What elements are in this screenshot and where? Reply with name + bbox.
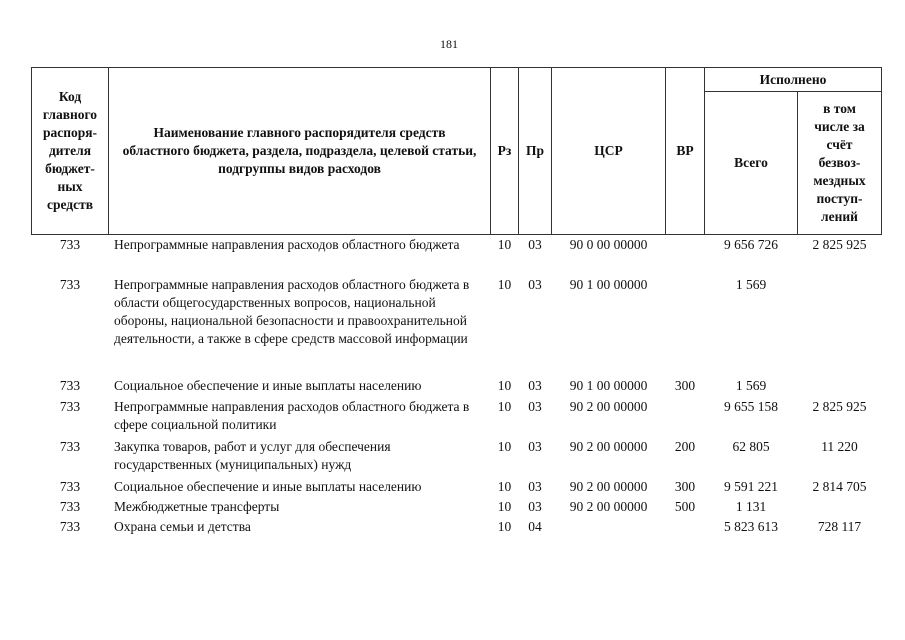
row6-code: 733 <box>59 479 81 494</box>
row8-code: 733 <box>59 519 81 534</box>
row8-incl: 728 117 <box>817 519 862 534</box>
row3-csr: 90 1 00 00000 <box>569 378 648 393</box>
row6-pr: 03 <box>528 479 542 494</box>
header-rz-label: Рз <box>497 143 512 158</box>
row7-code: 733 <box>59 499 81 514</box>
row8-total: 5 823 613 <box>724 519 778 534</box>
row7-pr: 03 <box>528 499 542 514</box>
row5-total: 62 805 <box>732 439 770 454</box>
row6-total: 9 591 221 <box>724 479 778 494</box>
header-name <box>108 67 491 235</box>
row7-vr: 500 <box>674 499 696 514</box>
header-total-label: Всего <box>734 155 768 170</box>
header-vr-label: ВР <box>676 143 694 158</box>
row2-rz: 10 <box>497 277 512 292</box>
row6-name: Социальное обеспечение и иные выплаты населению <box>114 479 422 494</box>
row6-incl: 2 814 705 <box>812 479 867 494</box>
row8-name: Охрана семьи и детства <box>114 519 251 534</box>
row1-name: Непрограммные направления расходов областного бюджета <box>114 237 460 252</box>
header-executed <box>704 67 882 92</box>
header-csr-label: ЦСР <box>594 143 623 158</box>
header-vr <box>665 67 705 235</box>
header-executed-label: Исполнено <box>759 71 827 87</box>
row5-name: Закупка товаров, работ и услуг для обеспечения государственных (муниципальных) нужд <box>114 439 391 472</box>
row4-pr: 03 <box>528 399 542 414</box>
header-including <box>797 91 882 235</box>
header-pr <box>518 67 552 235</box>
row7-total: 1 131 <box>735 499 767 514</box>
row6-vr: 300 <box>674 479 696 494</box>
row1-incl: 2 825 925 <box>812 237 867 252</box>
row7-name: Межбюджетные трансферты <box>114 499 280 514</box>
header-including-label: в том числе за счёт безвоз- мездных поступ- лений <box>813 101 866 224</box>
row4-rz: 10 <box>497 399 512 414</box>
row2-csr: 90 1 00 00000 <box>569 277 648 292</box>
row2-pr: 03 <box>528 277 542 292</box>
page-number: 181 <box>440 37 458 51</box>
row8-rz: 10 <box>497 519 512 534</box>
row6-rz: 10 <box>497 479 512 494</box>
header-code <box>31 67 109 235</box>
row5-code: 733 <box>59 439 81 454</box>
row3-vr: 300 <box>674 378 696 393</box>
row1-code: 733 <box>59 237 81 252</box>
row4-name: Непрограммные направления расходов областного бюджета в сфере социальной политики <box>114 399 470 432</box>
header-code-label: Код главного распоря- дителя бюджет- ных средств <box>42 89 98 212</box>
row3-pr: 03 <box>528 378 542 393</box>
row4-csr: 90 2 00 00000 <box>569 399 648 414</box>
header-name-label: Наименование главного распорядителя средств областного бюджета, раздела, подраздела, целевой статьи, подгруппы видов расходов <box>122 125 477 176</box>
header-csr <box>551 67 666 235</box>
row3-name: Социальное обеспечение и иные выплаты населению <box>114 378 422 393</box>
row5-rz: 10 <box>497 439 512 454</box>
row6-csr: 90 2 00 00000 <box>569 479 648 494</box>
row1-csr: 90 0 00 00000 <box>569 237 648 252</box>
header-pr-label: Пр <box>525 143 544 158</box>
row5-pr: 03 <box>528 439 542 454</box>
row2-total: 1 569 <box>735 277 767 292</box>
row2-name: Непрограммные направления расходов областного бюджета в области общегосударственных вопросов, национальной обороны, национальной безопасности и правоохранительной деятельности, а также в сфере средств массовой информации <box>114 277 470 346</box>
row1-pr: 03 <box>528 237 542 252</box>
row5-vr: 200 <box>674 439 696 454</box>
row1-rz: 10 <box>497 237 512 252</box>
row5-csr: 90 2 00 00000 <box>569 439 648 454</box>
row1-total: 9 656 726 <box>724 237 778 252</box>
row4-code: 733 <box>59 399 81 414</box>
row3-rz: 10 <box>497 378 512 393</box>
row2-code: 733 <box>59 277 81 292</box>
row5-incl: 11 220 <box>821 439 858 454</box>
row3-code: 733 <box>59 378 81 393</box>
row3-total: 1 569 <box>735 378 767 393</box>
header-rz <box>490 67 519 235</box>
row8-pr: 04 <box>528 519 542 534</box>
row7-rz: 10 <box>497 499 512 514</box>
header-total <box>704 91 798 235</box>
row7-csr: 90 2 00 00000 <box>569 499 648 514</box>
row4-total: 9 655 158 <box>724 399 778 414</box>
row4-incl: 2 825 925 <box>812 399 867 414</box>
